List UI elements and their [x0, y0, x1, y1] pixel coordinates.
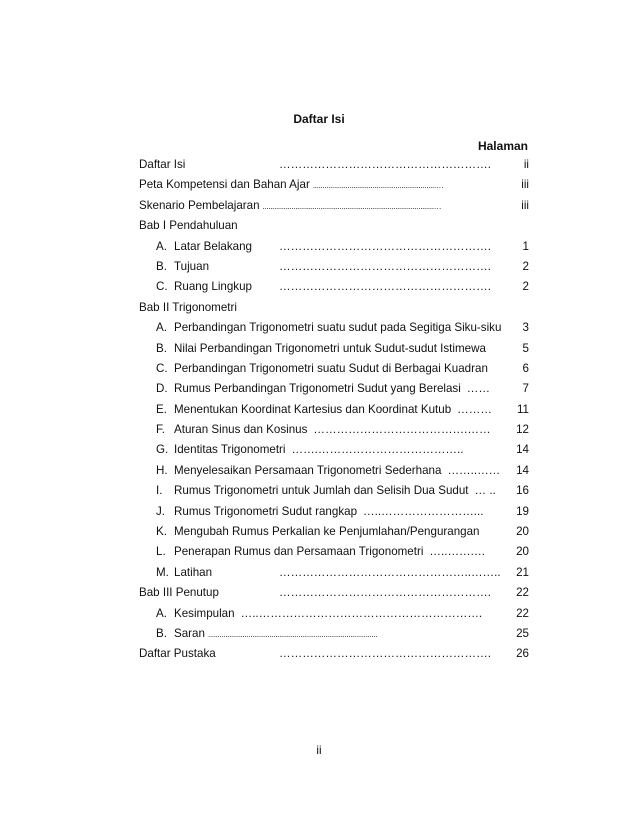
toc-entry-label: [156, 525, 480, 538]
toc-entry-text: Menyelesaikan Persamaan Trigonometri Sederhana: [174, 463, 442, 477]
toc-entry-label: [139, 301, 237, 314]
toc-entry-label: [139, 178, 310, 191]
toc-leader-dots: ……………………………………………….: [279, 239, 491, 253]
toc-entry-label: [156, 566, 212, 579]
toc-entry-text: Perbandingan Trigonometri suatu sudut pada Segitiga Siku-siku: [174, 321, 502, 335]
toc-entry-letter: A.: [156, 606, 167, 620]
toc-entry-letter: A.: [156, 321, 167, 335]
toc-entry-letter: C.: [156, 280, 168, 294]
toc-leader-dots: ……………………………………………….: [279, 586, 491, 600]
toc-entry-text: Identitas Trigonometri: [174, 443, 286, 457]
toc-entry: [156, 237, 529, 257]
toc-leader-dots: ……: [466, 382, 490, 396]
toc-leader-dots: …….………………………………..: [291, 443, 464, 457]
toc-entry-page: 7: [522, 382, 529, 396]
toc-entry: [156, 359, 529, 379]
toc-entry-text: Tujuan: [174, 259, 210, 273]
toc-leader-dots: ……………………………………………….: [279, 259, 491, 273]
toc-entry-text: Daftar Pustaka: [139, 647, 216, 661]
toc-entry-label: [156, 545, 423, 558]
toc-entry-text: Penerapan Rumus dan Persamaan Trigonometri: [174, 545, 424, 559]
toc-entry-text: Rumus Trigonometri Sudut rangkap: [174, 504, 358, 518]
toc-entry-letter: K.: [156, 525, 167, 539]
toc-entry-label: [156, 280, 252, 293]
page-title: Daftar Isi: [293, 112, 345, 126]
toc-entry-label: [156, 443, 285, 456]
toc-entry-label: [139, 647, 216, 660]
toc-entry-letter: L.: [156, 545, 166, 559]
toc-entry-text: Daftar Isi: [139, 158, 186, 171]
toc-leader-dots: ………………………………….……: [313, 423, 491, 437]
toc-entry-page: 14: [516, 463, 529, 477]
toc-entry: [156, 277, 529, 297]
toc-entry-text: Menentukan Koordinat Kartesius dan Koordinat Kutub: [174, 402, 452, 416]
toc-entry-label: [156, 382, 461, 395]
table-of-contents: [139, 155, 529, 665]
toc-entry: [156, 318, 529, 338]
toc-entry: [156, 339, 529, 359]
toc-entry-label: [156, 484, 469, 497]
toc-entry-page: 3: [522, 321, 529, 335]
toc-entry: [139, 216, 529, 236]
toc-entry-page: 6: [522, 361, 529, 375]
toc-entry-text: Ruang Lingkup: [174, 280, 252, 294]
toc-entry: [156, 604, 529, 624]
toc-entry-page: 26: [516, 647, 529, 661]
toc-entry-label: [156, 321, 501, 334]
toc-leader-dots: …..………………………………………………….: [240, 606, 483, 620]
toc-entry: [156, 502, 529, 522]
toc-entry-text: Perbandingan Trigonometri suatu Sudut di Berbagai Kuadran: [174, 361, 488, 375]
toc-entry: [156, 379, 529, 399]
toc-entry-label: [156, 362, 488, 375]
toc-entry-page: 16: [516, 484, 529, 498]
toc-entry-page: 20: [516, 525, 529, 539]
toc-entry-label: [156, 464, 441, 477]
toc-entry-label: [156, 240, 252, 253]
toc-entry-text: Bab II Trigonometri: [139, 300, 237, 314]
toc-entry: [139, 175, 529, 195]
toc-entry-text: Nilai Perbandingan Trigonometri untuk Sudut-sudut Istimewa: [174, 341, 486, 355]
toc-entry-page: 14: [516, 443, 529, 457]
toc-entry-label: [156, 505, 357, 518]
toc-entry-letter: G.: [156, 443, 169, 457]
toc-entry: [139, 196, 529, 216]
toc-entry: [139, 583, 529, 603]
toc-entry-label: [156, 403, 451, 416]
toc-entry-page: 12: [516, 423, 529, 437]
toc-entry-letter: J.: [156, 504, 166, 518]
toc-entry-text: Bab III Penutup: [139, 586, 219, 600]
toc-entry-page: ii: [523, 158, 529, 171]
toc-entry-page: 20: [516, 545, 529, 559]
toc-entry-text: Kesimpulan: [174, 606, 235, 620]
toc-entry: [156, 624, 529, 644]
toc-entry-text: Latihan: [174, 565, 213, 579]
toc-entry: [156, 400, 529, 420]
toc-entry-page: iii: [521, 178, 529, 192]
toc-entry-page: 19: [516, 504, 529, 518]
toc-entry-label: [156, 627, 205, 640]
toc-entry-letter: I.: [156, 484, 163, 498]
toc-entry: [156, 563, 529, 583]
toc-leader-dots: ……..……: [447, 463, 501, 477]
toc-entry-page: 11: [516, 402, 529, 416]
toc-entry-page: iii: [521, 198, 529, 212]
toc-entry: [156, 440, 529, 460]
toc-entry-text: Aturan Sinus dan Kosinus: [174, 423, 308, 437]
toc-entry-letter: M.: [156, 565, 169, 579]
toc-leader-dots: ........................................................................................: [207, 629, 378, 639]
toc-entry-page: 25: [516, 626, 529, 640]
toc-entry: [156, 481, 529, 501]
toc-entry-page: 1: [522, 239, 529, 253]
toc-leader-dots: ……………………………………………….: [279, 158, 491, 171]
toc-entry-letter: B.: [156, 626, 167, 640]
toc-entry-letter: B.: [156, 259, 167, 273]
toc-leader-dots: … ..: [474, 484, 496, 498]
toc-entry-letter: F.: [156, 423, 166, 437]
page-column-label: Halaman: [477, 139, 528, 153]
toc-entry-page: 22: [516, 606, 529, 620]
toc-entry: [139, 155, 529, 175]
toc-entry-label: [156, 607, 235, 620]
toc-leader-dots: ………: [457, 402, 492, 416]
toc-entry: [156, 257, 529, 277]
toc-entry-label: [156, 260, 209, 273]
toc-leader-dots: .........................................................................................…: [262, 201, 442, 211]
toc-entry-label: [139, 199, 260, 212]
toc-entry-letter: A.: [156, 239, 167, 253]
toc-entry: [156, 461, 529, 481]
toc-entry-label: [139, 158, 185, 171]
toc-entry-label: [156, 342, 486, 355]
toc-entry-label: [139, 586, 219, 599]
toc-entry-page: 5: [522, 341, 529, 355]
toc-entry-text: Saran: [174, 626, 205, 640]
toc-entry: [156, 542, 529, 562]
toc-entry-text: Peta Kompetensi dan Bahan Ajar: [139, 178, 310, 192]
toc-leader-dots: ……………………………………………….: [279, 647, 491, 661]
toc-leader-dots: …………………………………………..……..: [279, 565, 501, 579]
toc-entry-page: 2: [522, 280, 529, 294]
toc-leader-dots: …..…….…: [429, 545, 486, 559]
toc-entry: [139, 298, 529, 318]
toc-entry-text: Bab I Pendahuluan: [139, 219, 238, 233]
toc-entry-page: 22: [516, 586, 529, 600]
toc-entry-text: Mengubah Rumus Perkalian ke Penjumlahan/Pengurangan: [174, 525, 480, 539]
toc-entry-letter: D.: [156, 382, 168, 396]
toc-entry-label: [139, 219, 238, 232]
toc-entry-text: Skenario Pembelajaran: [139, 198, 260, 212]
toc-entry-text: Latar Belakang: [174, 239, 252, 253]
footer-page-number: ii: [316, 744, 322, 757]
toc-entry-letter: C.: [156, 361, 168, 375]
toc-leader-dots: ……………………………………………….: [279, 280, 491, 294]
toc-leader-dots: …..……………………...: [363, 504, 484, 518]
toc-entry-letter: B.: [156, 341, 167, 355]
toc-entry-page: 2: [522, 259, 529, 273]
toc-entry: [156, 420, 529, 440]
toc-entry-text: Rumus Trigonometri untuk Jumlah dan Selisih Dua Sudut: [174, 484, 469, 498]
toc-entry-text: Rumus Perbandingan Trigonometri Sudut yang Berelasi: [174, 382, 461, 396]
toc-entry-page: 21: [516, 565, 529, 579]
toc-entry-letter: H.: [156, 463, 168, 477]
toc-entry-label: [156, 423, 307, 436]
toc-entry: [139, 644, 529, 664]
toc-entry-letter: E.: [156, 402, 167, 416]
toc-entry: [156, 522, 529, 542]
toc-leader-dots: ................................................................…: [312, 181, 444, 191]
